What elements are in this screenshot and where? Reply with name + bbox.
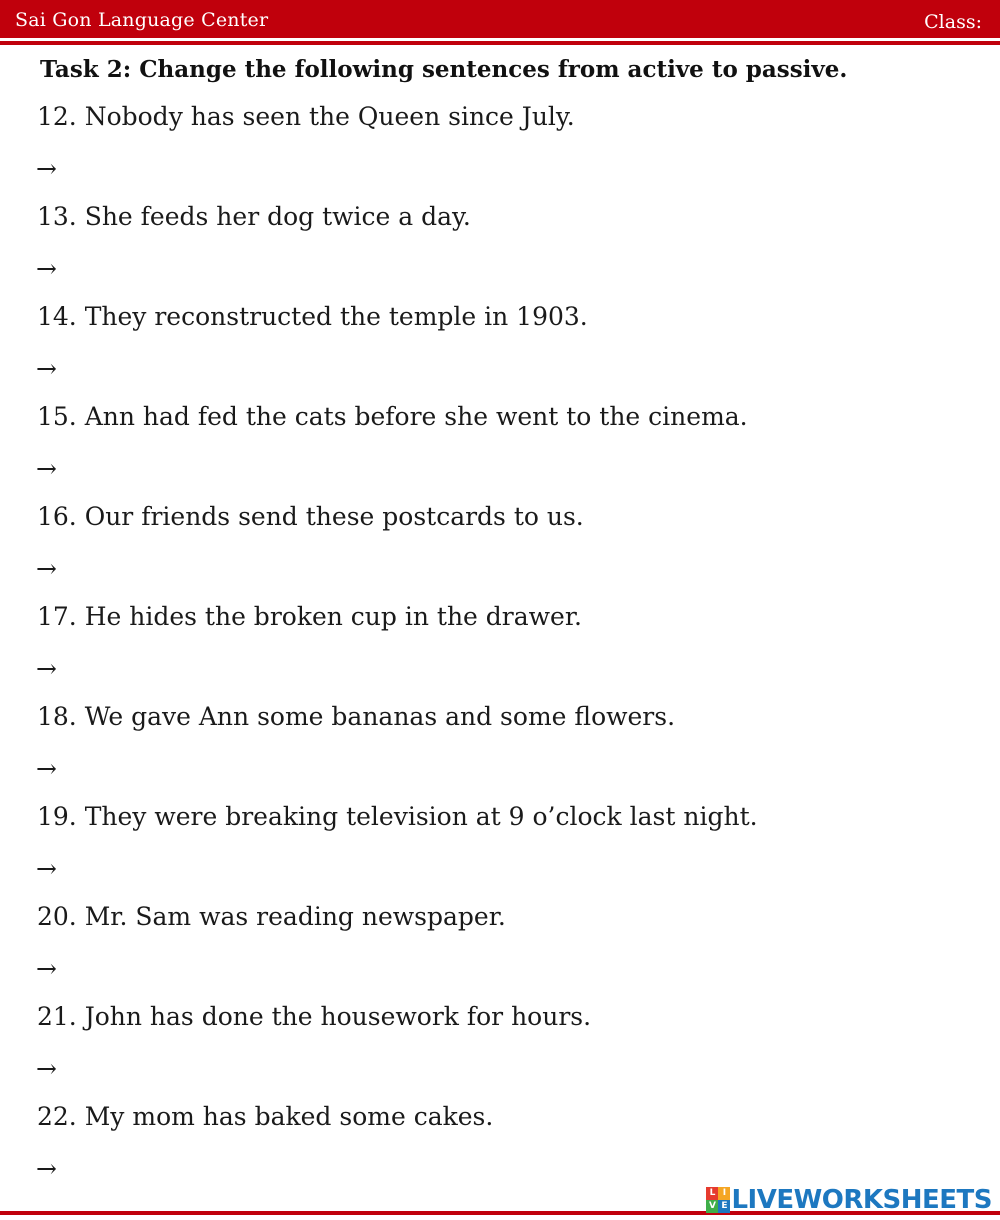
sentence: 19. They were breaking television at 9 o’clock last night. — [37, 802, 758, 831]
sentence: 21. John has done the housework for hours. — [37, 1002, 592, 1031]
header-divider — [0, 41, 1000, 45]
header-bar — [0, 0, 1000, 38]
exercise-item — [0, 600, 1000, 700]
answer-arrow[interactable]: → — [36, 954, 57, 983]
sentence: 18. We gave Ann some bananas and some flowers. — [37, 702, 676, 731]
answer-arrow[interactable]: → — [36, 254, 57, 283]
exercise-list — [0, 100, 1000, 1200]
logo-letter-e: E — [718, 1200, 730, 1213]
exercise-item — [0, 400, 1000, 500]
liveworksheets-logo-icon — [706, 1187, 730, 1213]
answer-arrow[interactable]: → — [36, 1154, 57, 1183]
logo-letter-v: V — [706, 1200, 718, 1213]
sentence: 17. He hides the broken cup in the drawer. — [37, 602, 582, 631]
exercise-item — [0, 800, 1000, 900]
exercise-item — [0, 1000, 1000, 1100]
sentence: 22. My mom has baked some cakes. — [37, 1102, 494, 1131]
task-title: Task 2: Change the following sentences from active to passive. — [40, 56, 848, 83]
answer-arrow[interactable]: → — [36, 154, 57, 183]
exercise-item — [0, 100, 1000, 200]
answer-arrow[interactable]: → — [36, 754, 57, 783]
exercise-item — [0, 500, 1000, 600]
sentence: 14. They reconstructed the temple in 1903. — [37, 302, 588, 331]
sentence: 15. Ann had fed the cats before she went to the cinema. — [37, 402, 748, 431]
exercise-item — [0, 200, 1000, 300]
logo-letter-l: L — [706, 1187, 718, 1200]
sentence: 13. She feeds her dog twice a day. — [37, 202, 471, 231]
answer-arrow[interactable]: → — [36, 454, 57, 483]
exercise-item — [0, 300, 1000, 400]
answer-arrow[interactable]: → — [36, 654, 57, 683]
answer-arrow[interactable]: → — [36, 1054, 57, 1083]
school-name: Sai Gon Language Center — [15, 9, 269, 31]
liveworksheets-brand[interactable] — [706, 1184, 992, 1216]
logo-letter-i: I — [718, 1187, 730, 1200]
brand-name: LIVEWORKSHEETS — [731, 1185, 992, 1215]
answer-arrow[interactable]: → — [36, 354, 57, 383]
sentence: 12. Nobody has seen the Queen since July. — [37, 102, 575, 131]
exercise-item — [0, 900, 1000, 1000]
exercise-item — [0, 700, 1000, 800]
sentence: 16. Our friends send these postcards to us. — [37, 502, 584, 531]
answer-arrow[interactable]: → — [36, 854, 57, 883]
sentence: 20. Mr. Sam was reading newspaper. — [37, 902, 506, 931]
class-label: Class: — [924, 11, 982, 33]
answer-arrow[interactable]: → — [36, 554, 57, 583]
